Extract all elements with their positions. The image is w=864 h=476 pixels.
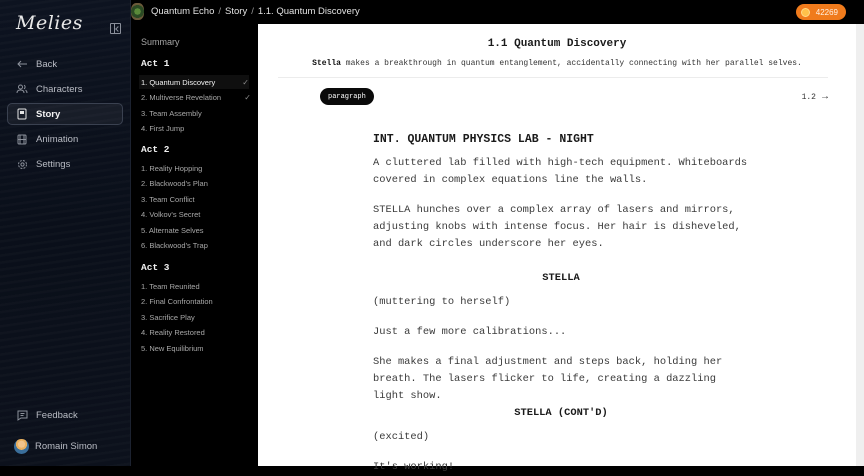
dialogue[interactable]: It's working! (373, 461, 455, 473)
credits-badge[interactable] (796, 4, 846, 20)
sidebar-item-label: Back (36, 58, 58, 70)
character-name: Stella (312, 59, 341, 68)
gear-icon (16, 158, 28, 170)
next-scene-label: 1.2 (801, 93, 816, 102)
scene-item[interactable] (141, 282, 251, 291)
scene-label: 1. Reality Hopping (141, 164, 203, 173)
act-heading: Act 2 (141, 144, 170, 155)
block-type-chip[interactable]: paragraph (320, 88, 374, 105)
user-name: Romain Simon (35, 440, 98, 452)
sidebar-item-label: Settings (36, 158, 71, 170)
parenthetical[interactable]: (muttering to herself) (373, 296, 511, 308)
project-logo-icon (131, 3, 144, 20)
scene-item[interactable] (141, 195, 251, 204)
scene-item[interactable] (141, 109, 251, 118)
sidebar-item-settings[interactable] (7, 153, 123, 175)
document-editor[interactable] (258, 24, 856, 473)
top-bar (131, 0, 864, 24)
scene-label: 3. Team Conflict (141, 195, 195, 204)
scene-title: 1.1 Quantum Discovery (487, 38, 627, 50)
next-scene-link[interactable] (802, 92, 828, 103)
credits-count: 42269 (815, 7, 838, 17)
scene-label: 4. Reality Restored (141, 328, 205, 337)
check-icon: ✓ (242, 77, 249, 87)
character-cue[interactable]: STELLA (CONT'D) (514, 407, 608, 419)
feedback-icon (16, 409, 28, 421)
scene-label: 4. Volkov's Secret (141, 210, 201, 219)
sidebar-item-label: Animation (36, 133, 79, 145)
character-cue[interactable]: STELLA (542, 272, 580, 284)
breadcrumb-separator: / (251, 6, 254, 17)
action-block[interactable]: STELLA hunches over a complex array of lasers and mirrors, adjusting knobs with intense focus. Her hair is disheveled, and dark circles underscore her eyes. (373, 204, 741, 250)
sidebar (0, 0, 131, 466)
scene-item[interactable] (141, 344, 251, 353)
parenthetical[interactable]: (excited) (373, 431, 430, 443)
scene-item[interactable] (141, 328, 251, 337)
sidebar-item-characters[interactable] (7, 78, 123, 100)
scene-label: 5. New Equilibrium (141, 344, 204, 353)
act-heading: Act 1 (141, 58, 170, 69)
scene-label: 3. Sacrifice Play (141, 313, 195, 322)
sidebar-item-label: Story (36, 108, 61, 120)
scene-item[interactable] (141, 313, 251, 322)
sidebar-nav (7, 53, 123, 178)
sidebar-item-animation[interactable] (7, 128, 123, 150)
arrow-right-icon: → (821, 92, 828, 103)
scene-label: 1. Team Reunited (141, 282, 200, 291)
scene-item[interactable] (141, 124, 251, 133)
divider (278, 77, 828, 78)
scene-label: 1. Quantum Discovery (141, 77, 216, 87)
sidebar-item-back[interactable] (7, 53, 123, 75)
summary-text: makes a breakthrough in quantum entanglement, accidentally connecting with her parallel selves. (340, 59, 802, 68)
breadcrumb-scene: 1.1. Quantum Discovery (257, 6, 360, 17)
users-icon (16, 83, 28, 95)
scene-label: 2. Blackwood's Plan (141, 179, 208, 188)
scene-summary (258, 59, 856, 68)
scene-item[interactable] (141, 297, 251, 306)
breadcrumb-separator: / (218, 6, 222, 17)
scene-item[interactable] (139, 75, 249, 89)
sidebar-item-label: Characters (36, 83, 83, 95)
feedback-label: Feedback (36, 409, 78, 421)
breadcrumb-story[interactable]: Story (225, 6, 248, 17)
scene-item[interactable] (141, 210, 251, 219)
check-icon: ✓ (244, 93, 251, 102)
collapse-sidebar-icon[interactable] (110, 23, 121, 34)
dialogue[interactable]: Just a few more calibrations... (373, 326, 567, 338)
scene-label: 4. First Jump (141, 124, 185, 133)
scene-item[interactable] (141, 226, 251, 235)
breadcrumb (151, 6, 360, 17)
scene-item[interactable] (141, 241, 251, 250)
user-profile[interactable] (7, 435, 123, 457)
scene-label: 2. Final Confrontation (141, 297, 213, 306)
act-heading: Act 3 (141, 262, 170, 273)
coin-icon (801, 8, 810, 17)
scene-item[interactable] (141, 164, 251, 173)
avatar (14, 439, 29, 454)
summary-title: Summary (141, 37, 180, 47)
action-block[interactable]: She makes a final adjustment and steps back, holding her breath. The lasers flicker to life, creating a dazzling light show. (373, 356, 723, 402)
scene-heading[interactable]: INT. QUANTUM PHYSICS LAB - NIGHT (373, 133, 594, 146)
summary-panel (131, 24, 258, 466)
scrollbar[interactable] (856, 24, 864, 466)
film-icon (16, 133, 28, 145)
app-logo[interactable]: Melies (16, 12, 83, 34)
scene-label: 5. Alternate Selves (141, 226, 204, 235)
scene-label: 3. Team Assembly (141, 109, 202, 118)
book-icon (16, 108, 28, 120)
feedback-button[interactable] (7, 404, 123, 426)
sidebar-item-story[interactable] (7, 103, 123, 125)
scene-label: 6. Blackwood's Trap (141, 241, 208, 250)
scene-item[interactable] (141, 93, 251, 102)
action-block[interactable]: A cluttered lab filled with high-tech equipment. Whiteboards covered in complex equations line the walls. (373, 157, 748, 186)
breadcrumb-project[interactable]: Quantum Echo (151, 6, 215, 17)
arrow-left-icon (16, 58, 28, 70)
scene-item[interactable] (141, 179, 251, 188)
scene-label: 2. Multiverse Revelation (141, 93, 222, 102)
